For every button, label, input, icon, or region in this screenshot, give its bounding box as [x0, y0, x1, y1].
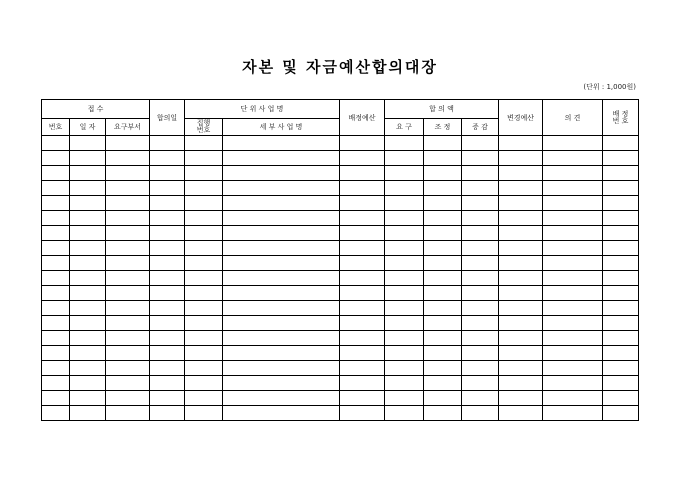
cell-date[interactable] — [70, 196, 106, 211]
cell-no[interactable] — [42, 286, 70, 301]
cell-change[interactable] — [462, 196, 499, 211]
cell-changed-budget[interactable] — [499, 226, 543, 241]
cell-change[interactable] — [462, 316, 499, 331]
cell-detail[interactable] — [223, 181, 340, 196]
cell-detail[interactable] — [223, 241, 340, 256]
cell-date[interactable] — [70, 391, 106, 406]
cell-opinion[interactable] — [543, 286, 603, 301]
cell-opinion[interactable] — [543, 166, 603, 181]
cell-dept[interactable] — [106, 271, 150, 286]
cell-adjust[interactable] — [424, 391, 462, 406]
cell-change[interactable] — [462, 391, 499, 406]
cell-changed-budget[interactable] — [499, 256, 543, 271]
cell-detail[interactable] — [223, 361, 340, 376]
cell-changed-budget[interactable] — [499, 151, 543, 166]
cell-change[interactable] — [462, 301, 499, 316]
cell-dept[interactable] — [106, 376, 150, 391]
header-exec-no-bottom: 번호 — [196, 126, 211, 134]
cell-change[interactable] — [462, 286, 499, 301]
cell-alloc-budget[interactable] — [340, 256, 385, 271]
cell-alloc-no[interactable] — [603, 376, 639, 391]
cell-opinion[interactable] — [543, 256, 603, 271]
cell-adjust[interactable] — [424, 241, 462, 256]
cell-dept[interactable] — [106, 286, 150, 301]
cell-opinion[interactable] — [543, 361, 603, 376]
cell-detail[interactable] — [223, 256, 340, 271]
cell-opinion[interactable] — [543, 391, 603, 406]
cell-alloc-no[interactable] — [603, 226, 639, 241]
cell-req[interactable] — [385, 136, 424, 151]
cell-dept[interactable] — [106, 241, 150, 256]
cell-exec-no[interactable] — [185, 331, 223, 346]
cell-date[interactable] — [70, 241, 106, 256]
cell-changed-budget[interactable] — [499, 271, 543, 286]
cell-exec-no[interactable] — [185, 301, 223, 316]
cell-exec-no[interactable] — [185, 181, 223, 196]
cell-opinion[interactable] — [543, 151, 603, 166]
table-row — [42, 196, 639, 211]
cell-alloc-no[interactable] — [603, 346, 639, 361]
cell-req[interactable] — [385, 226, 424, 241]
header-agreed-amount: 합 의 액 — [385, 100, 499, 119]
cell-opinion[interactable] — [543, 301, 603, 316]
cell-dept[interactable] — [106, 361, 150, 376]
cell-no[interactable] — [42, 271, 70, 286]
cell-alloc-no[interactable] — [603, 361, 639, 376]
cell-exec-no[interactable] — [185, 241, 223, 256]
cell-req[interactable] — [385, 211, 424, 226]
cell-alloc-no[interactable] — [603, 151, 639, 166]
cell-adjust[interactable] — [424, 211, 462, 226]
cell-agree-date[interactable] — [150, 166, 185, 181]
table-row — [42, 256, 639, 271]
cell-detail[interactable] — [223, 316, 340, 331]
cell-agree-date[interactable] — [150, 331, 185, 346]
cell-agree-date[interactable] — [150, 241, 185, 256]
cell-alloc-no[interactable] — [603, 406, 639, 421]
cell-opinion[interactable] — [543, 241, 603, 256]
cell-exec-no[interactable] — [185, 406, 223, 421]
cell-date[interactable] — [70, 346, 106, 361]
cell-date[interactable] — [70, 166, 106, 181]
header-alloc-no-bottom: 번 호 — [612, 116, 629, 125]
cell-changed-budget[interactable] — [499, 361, 543, 376]
cell-req[interactable] — [385, 406, 424, 421]
cell-alloc-budget[interactable] — [340, 211, 385, 226]
cell-exec-no[interactable] — [185, 271, 223, 286]
cell-req[interactable] — [385, 196, 424, 211]
cell-exec-no[interactable] — [185, 391, 223, 406]
cell-date[interactable] — [70, 376, 106, 391]
cell-changed-budget[interactable] — [499, 346, 543, 361]
cell-no[interactable] — [42, 361, 70, 376]
cell-change[interactable] — [462, 331, 499, 346]
cell-alloc-no[interactable] — [603, 286, 639, 301]
cell-req[interactable] — [385, 151, 424, 166]
cell-dept[interactable] — [106, 256, 150, 271]
cell-exec-no[interactable] — [185, 286, 223, 301]
cell-agree-date[interactable] — [150, 151, 185, 166]
header-receipt-dept: 요구부서 — [106, 119, 150, 136]
header-alloc-no-top: 배 정 — [612, 109, 629, 118]
cell-change[interactable] — [462, 256, 499, 271]
cell-change[interactable] — [462, 346, 499, 361]
cell-alloc-budget[interactable] — [340, 166, 385, 181]
cell-opinion[interactable] — [543, 331, 603, 346]
cell-adjust[interactable] — [424, 256, 462, 271]
cell-req[interactable] — [385, 346, 424, 361]
cell-date[interactable] — [70, 406, 106, 421]
header-allocated-budget: 배정예산 — [340, 100, 385, 136]
cell-alloc-no[interactable] — [603, 331, 639, 346]
cell-adjust[interactable] — [424, 271, 462, 286]
cell-dept[interactable] — [106, 391, 150, 406]
cell-changed-budget[interactable] — [499, 301, 543, 316]
cell-no[interactable] — [42, 256, 70, 271]
cell-detail[interactable] — [223, 271, 340, 286]
cell-change[interactable] — [462, 241, 499, 256]
cell-no[interactable] — [42, 166, 70, 181]
cell-adjust[interactable] — [424, 316, 462, 331]
cell-alloc-budget[interactable] — [340, 331, 385, 346]
unit-note: (단위 : 1,000원) — [583, 83, 636, 91]
cell-detail[interactable] — [223, 151, 340, 166]
cell-req[interactable] — [385, 301, 424, 316]
cell-changed-budget[interactable] — [499, 376, 543, 391]
cell-date[interactable] — [70, 286, 106, 301]
cell-dept[interactable] — [106, 226, 150, 241]
cell-alloc-budget[interactable] — [340, 391, 385, 406]
cell-change[interactable] — [462, 376, 499, 391]
cell-opinion[interactable] — [543, 406, 603, 421]
cell-opinion[interactable] — [543, 211, 603, 226]
cell-adjust[interactable] — [424, 136, 462, 151]
cell-change[interactable] — [462, 151, 499, 166]
cell-dept[interactable] — [106, 136, 150, 151]
table-row — [42, 136, 639, 151]
cell-alloc-budget[interactable] — [340, 271, 385, 286]
cell-exec-no[interactable] — [185, 226, 223, 241]
cell-changed-budget[interactable] — [499, 166, 543, 181]
cell-date[interactable] — [70, 211, 106, 226]
ledger-table — [41, 99, 639, 421]
cell-dept[interactable] — [106, 211, 150, 226]
cell-adjust[interactable] — [424, 361, 462, 376]
cell-adjust[interactable] — [424, 226, 462, 241]
cell-detail[interactable] — [223, 346, 340, 361]
cell-opinion[interactable] — [543, 136, 603, 151]
header-changed-budget: 변경예산 — [499, 100, 543, 136]
cell-dept[interactable] — [106, 346, 150, 361]
page-title: 자본 및 자금예산합의대장 — [242, 58, 438, 76]
cell-detail[interactable] — [223, 376, 340, 391]
table-row — [42, 346, 639, 361]
header-req: 요 구 — [385, 119, 424, 136]
cell-detail[interactable] — [223, 196, 340, 211]
cell-dept[interactable] — [106, 196, 150, 211]
cell-detail[interactable] — [223, 226, 340, 241]
cell-changed-budget[interactable] — [499, 316, 543, 331]
cell-alloc-budget[interactable] — [340, 346, 385, 361]
cell-no[interactable] — [42, 331, 70, 346]
cell-change[interactable] — [462, 136, 499, 151]
table-row — [42, 391, 639, 406]
table-row — [42, 241, 639, 256]
cell-detail[interactable] — [223, 301, 340, 316]
cell-detail[interactable] — [223, 331, 340, 346]
cell-agree-date[interactable] — [150, 196, 185, 211]
cell-no[interactable] — [42, 196, 70, 211]
cell-req[interactable] — [385, 316, 424, 331]
cell-req[interactable] — [385, 331, 424, 346]
cell-dept[interactable] — [106, 301, 150, 316]
cell-exec-no[interactable] — [185, 136, 223, 151]
cell-dept[interactable] — [106, 181, 150, 196]
table-row — [42, 286, 639, 301]
cell-detail[interactable] — [223, 166, 340, 181]
cell-no[interactable] — [42, 346, 70, 361]
header-unit-project: 단 위 사 업 명 — [185, 100, 340, 119]
table-row — [42, 166, 639, 181]
cell-changed-budget[interactable] — [499, 211, 543, 226]
cell-dept[interactable] — [106, 406, 150, 421]
table-row — [42, 226, 639, 241]
cell-alloc-no[interactable] — [603, 256, 639, 271]
cell-no[interactable] — [42, 211, 70, 226]
cell-adjust[interactable] — [424, 151, 462, 166]
cell-opinion[interactable] — [543, 376, 603, 391]
header-alloc-no — [603, 100, 639, 136]
cell-adjust[interactable] — [424, 166, 462, 181]
cell-req[interactable] — [385, 166, 424, 181]
cell-agree-date[interactable] — [150, 316, 185, 331]
cell-exec-no[interactable] — [185, 166, 223, 181]
cell-alloc-no[interactable] — [603, 271, 639, 286]
cell-opinion[interactable] — [543, 196, 603, 211]
cell-alloc-no[interactable] — [603, 181, 639, 196]
header-receipt: 접 수 — [42, 100, 150, 119]
cell-changed-budget[interactable] — [499, 241, 543, 256]
cell-detail[interactable] — [223, 286, 340, 301]
cell-detail[interactable] — [223, 406, 340, 421]
cell-alloc-budget[interactable] — [340, 136, 385, 151]
cell-no[interactable] — [42, 301, 70, 316]
cell-changed-budget[interactable] — [499, 331, 543, 346]
cell-alloc-no[interactable] — [603, 391, 639, 406]
cell-req[interactable] — [385, 376, 424, 391]
cell-detail[interactable] — [223, 391, 340, 406]
table-row — [42, 181, 639, 196]
cell-agree-date[interactable] — [150, 256, 185, 271]
cell-alloc-budget[interactable] — [340, 151, 385, 166]
cell-exec-no[interactable] — [185, 376, 223, 391]
header-receipt-date: 일 자 — [70, 119, 106, 136]
cell-alloc-no[interactable] — [603, 301, 639, 316]
cell-date[interactable] — [70, 271, 106, 286]
cell-adjust[interactable] — [424, 181, 462, 196]
cell-agree-date[interactable] — [150, 211, 185, 226]
cell-no[interactable] — [42, 151, 70, 166]
cell-opinion[interactable] — [543, 346, 603, 361]
cell-no[interactable] — [42, 136, 70, 151]
cell-agree-date[interactable] — [150, 286, 185, 301]
cell-alloc-no[interactable] — [603, 316, 639, 331]
cell-changed-budget[interactable] — [499, 181, 543, 196]
cell-req[interactable] — [385, 256, 424, 271]
table-row — [42, 271, 639, 286]
cell-agree-date[interactable] — [150, 301, 185, 316]
cell-alloc-budget[interactable] — [340, 196, 385, 211]
table-row — [42, 331, 639, 346]
cell-no[interactable] — [42, 316, 70, 331]
cell-exec-no[interactable] — [185, 316, 223, 331]
cell-exec-no[interactable] — [185, 256, 223, 271]
cell-req[interactable] — [385, 286, 424, 301]
cell-date[interactable] — [70, 256, 106, 271]
cell-req[interactable] — [385, 361, 424, 376]
cell-date[interactable] — [70, 361, 106, 376]
cell-exec-no[interactable] — [185, 346, 223, 361]
cell-agree-date[interactable] — [150, 376, 185, 391]
cell-change[interactable] — [462, 361, 499, 376]
cell-no[interactable] — [42, 241, 70, 256]
cell-no[interactable] — [42, 181, 70, 196]
cell-dept[interactable] — [106, 316, 150, 331]
cell-opinion[interactable] — [543, 271, 603, 286]
ledger-body — [42, 136, 639, 421]
cell-dept[interactable] — [106, 166, 150, 181]
table-row — [42, 301, 639, 316]
cell-agree-date[interactable] — [150, 346, 185, 361]
table-row — [42, 376, 639, 391]
header-agreement-date: 합의일 — [150, 100, 185, 136]
cell-no[interactable] — [42, 376, 70, 391]
table-row — [42, 361, 639, 376]
cell-agree-date[interactable] — [150, 406, 185, 421]
cell-dept[interactable] — [106, 151, 150, 166]
cell-change[interactable] — [462, 211, 499, 226]
cell-adjust[interactable] — [424, 376, 462, 391]
header-detail-project: 세 부 사 업 명 — [223, 119, 340, 136]
cell-alloc-budget[interactable] — [340, 286, 385, 301]
cell-exec-no[interactable] — [185, 211, 223, 226]
cell-change[interactable] — [462, 181, 499, 196]
cell-alloc-budget[interactable] — [340, 181, 385, 196]
header-change: 증 감 — [462, 119, 499, 136]
table-row — [42, 211, 639, 226]
cell-alloc-budget[interactable] — [340, 226, 385, 241]
cell-changed-budget[interactable] — [499, 286, 543, 301]
header-exec-no-top: 집행 — [196, 119, 211, 127]
cell-adjust[interactable] — [424, 346, 462, 361]
cell-no[interactable] — [42, 226, 70, 241]
cell-opinion[interactable] — [543, 316, 603, 331]
table-row — [42, 151, 639, 166]
cell-alloc-budget[interactable] — [340, 376, 385, 391]
cell-exec-no[interactable] — [185, 151, 223, 166]
table-row — [42, 316, 639, 331]
cell-opinion[interactable] — [543, 226, 603, 241]
cell-no[interactable] — [42, 391, 70, 406]
cell-detail[interactable] — [223, 211, 340, 226]
cell-date[interactable] — [70, 316, 106, 331]
cell-change[interactable] — [462, 226, 499, 241]
cell-agree-date[interactable] — [150, 136, 185, 151]
cell-changed-budget[interactable] — [499, 391, 543, 406]
cell-exec-no[interactable] — [185, 361, 223, 376]
cell-adjust[interactable] — [424, 286, 462, 301]
cell-adjust[interactable] — [424, 196, 462, 211]
cell-date[interactable] — [70, 331, 106, 346]
header-adjust: 조 정 — [424, 119, 462, 136]
cell-agree-date[interactable] — [150, 181, 185, 196]
cell-alloc-budget[interactable] — [340, 301, 385, 316]
cell-dept[interactable] — [106, 331, 150, 346]
cell-date[interactable] — [70, 301, 106, 316]
cell-date[interactable] — [70, 151, 106, 166]
cell-opinion[interactable] — [543, 181, 603, 196]
cell-adjust[interactable] — [424, 301, 462, 316]
cell-date[interactable] — [70, 226, 106, 241]
cell-adjust[interactable] — [424, 406, 462, 421]
cell-detail[interactable] — [223, 136, 340, 151]
table-row — [42, 406, 639, 421]
cell-change[interactable] — [462, 271, 499, 286]
cell-agree-date[interactable] — [150, 226, 185, 241]
cell-alloc-budget[interactable] — [340, 316, 385, 331]
cell-agree-date[interactable] — [150, 271, 185, 286]
cell-req[interactable] — [385, 241, 424, 256]
cell-alloc-no[interactable] — [603, 136, 639, 151]
cell-adjust[interactable] — [424, 331, 462, 346]
cell-alloc-no[interactable] — [603, 211, 639, 226]
header-exec-no — [185, 119, 223, 136]
cell-change[interactable] — [462, 406, 499, 421]
cell-agree-date[interactable] — [150, 391, 185, 406]
cell-changed-budget[interactable] — [499, 196, 543, 211]
cell-exec-no[interactable] — [185, 196, 223, 211]
cell-change[interactable] — [462, 166, 499, 181]
cell-alloc-budget[interactable] — [340, 406, 385, 421]
header-opinion: 의 견 — [543, 100, 603, 136]
cell-alloc-budget[interactable] — [340, 241, 385, 256]
cell-alloc-budget[interactable] — [340, 361, 385, 376]
header-receipt-no: 번호 — [42, 119, 70, 136]
cell-alloc-no[interactable] — [603, 196, 639, 211]
cell-req[interactable] — [385, 391, 424, 406]
cell-no[interactable] — [42, 406, 70, 421]
cell-date[interactable] — [70, 181, 106, 196]
cell-alloc-no[interactable] — [603, 241, 639, 256]
cell-date[interactable] — [70, 136, 106, 151]
cell-req[interactable] — [385, 181, 424, 196]
cell-req[interactable] — [385, 271, 424, 286]
cell-agree-date[interactable] — [150, 361, 185, 376]
cell-alloc-no[interactable] — [603, 166, 639, 181]
cell-changed-budget[interactable] — [499, 136, 543, 151]
cell-changed-budget[interactable] — [499, 406, 543, 421]
